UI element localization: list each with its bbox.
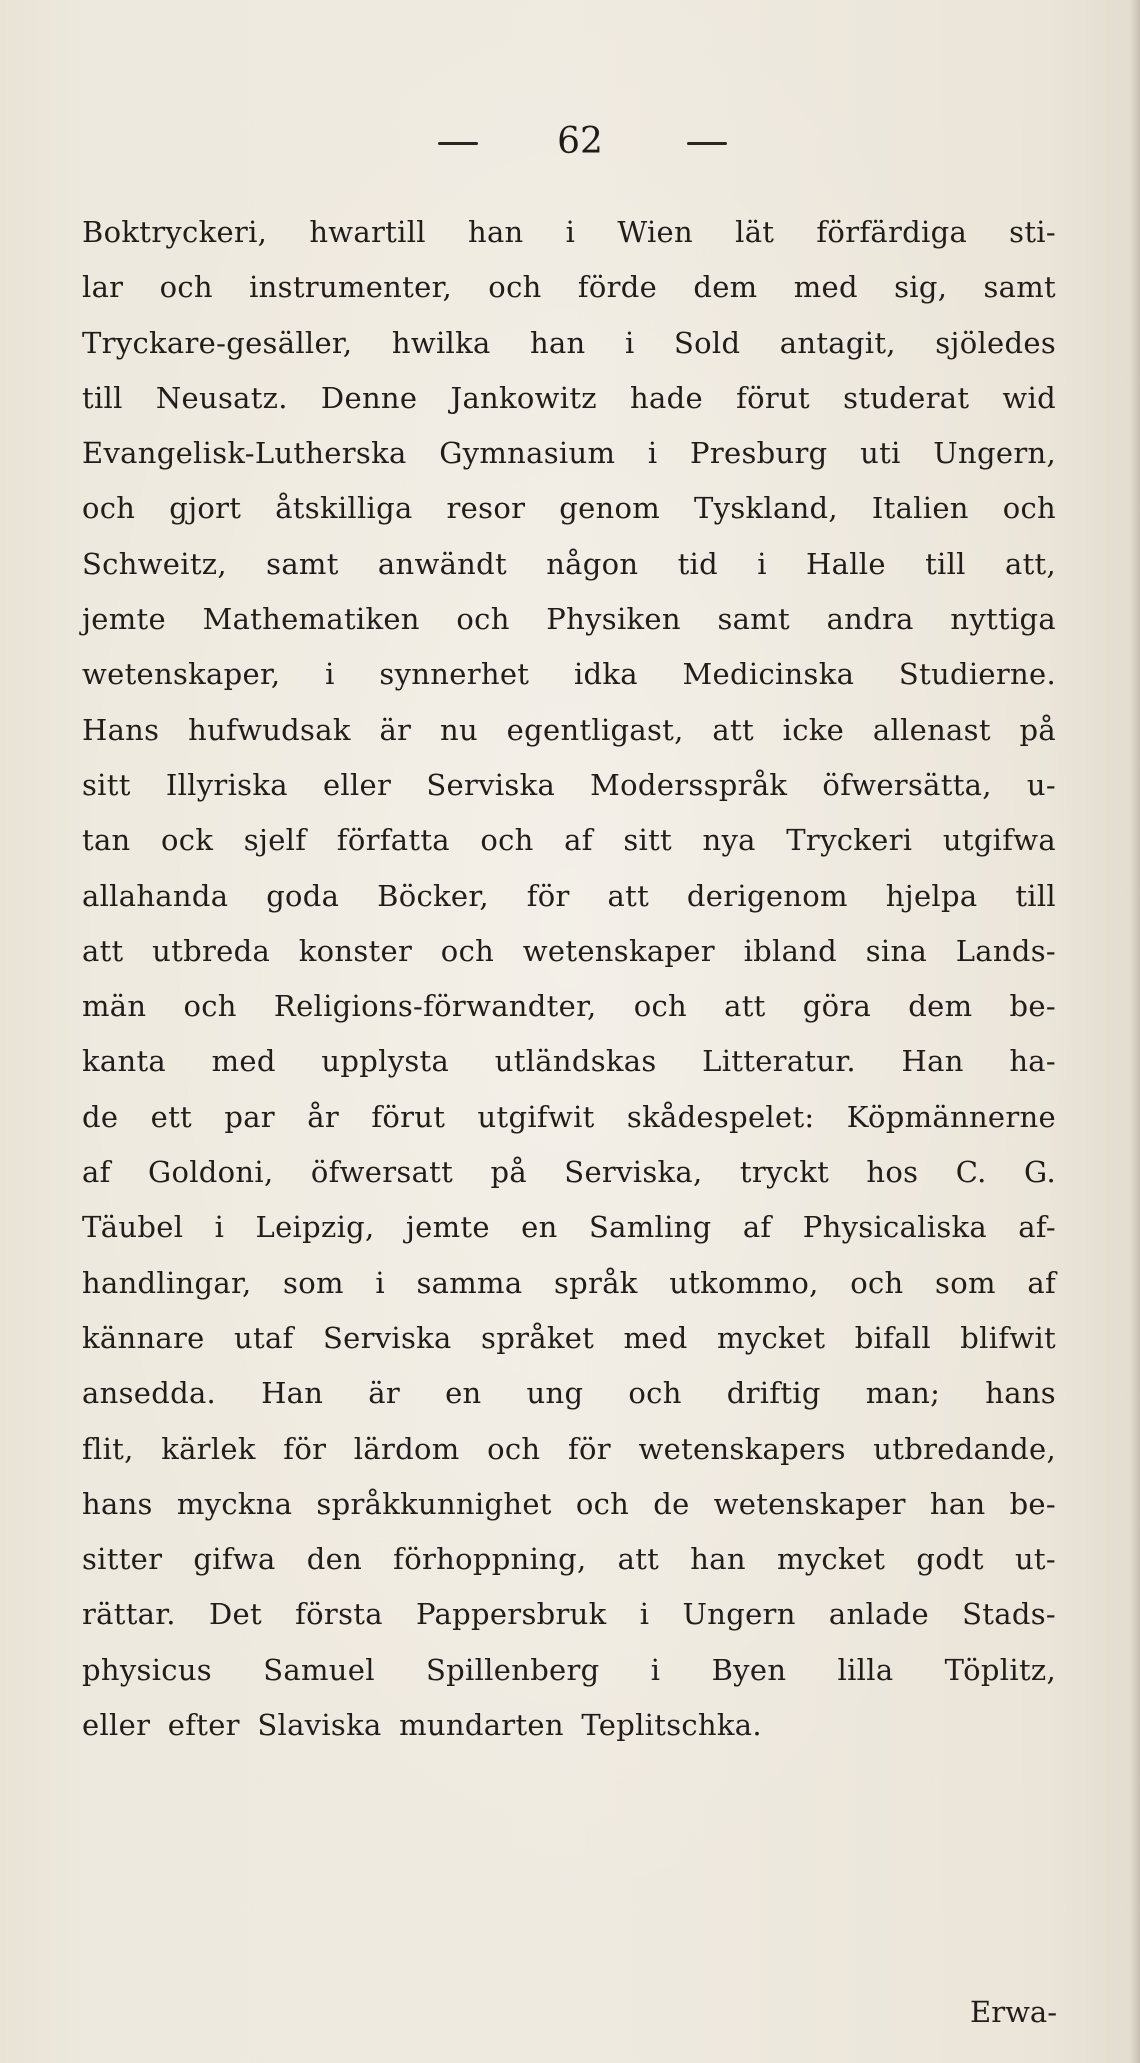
page-edge-shadow: [1130, 0, 1140, 2063]
text-line: physicus Samuel Spillenberg i Byen lilla Töplitz,: [82, 1652, 1056, 1687]
text-line: eller efter Slaviska mundarten Teplitschka.: [82, 1708, 762, 1743]
text-line: Tryckare-gesäller, hwilka han i Sold antagit, sjöledes: [82, 325, 1056, 360]
text-line: handlingar, som i samma språk utkommo, och som af: [82, 1265, 1056, 1300]
text-line: kännare utaf Serviska språket med mycket bifall blifwit: [82, 1320, 1056, 1355]
text-line: Evangelisk-Lutherska Gymnasium i Presburg uti Ungern,: [82, 436, 1056, 471]
page-header: [0, 116, 1140, 168]
catchword: Erwa-: [970, 1995, 1057, 2029]
text-line: att utbreda konster och wetenskaper ibland sina Lands-: [82, 933, 1056, 968]
page-number: 62: [557, 121, 603, 162]
text-line: wetenskaper, i synnerhet idka Medicinska Studierne.: [82, 657, 1056, 692]
body-text: [82, 205, 1056, 1753]
text-line: de ett par år förut utgifwit skådespelet: Köpmännerne: [82, 1099, 1056, 1134]
text-line: ansedda. Han är en ung och driftig man; hans: [82, 1376, 1056, 1411]
text-line: allahanda goda Böcker, för att derigenom hjelpa till: [82, 878, 1056, 913]
header-dash-right: [687, 142, 727, 145]
text-line: Täubel i Leipzig, jemte en Samling af Physicaliska af-: [82, 1210, 1056, 1245]
text-line: till Neusatz. Denne Jankowitz hade förut studerat wid: [82, 380, 1056, 415]
text-line: Boktryckeri, hwartill han i Wien lät förfärdiga sti-: [82, 215, 1056, 249]
text-line: jemte Mathematiken och Physiken samt andra nyttiga: [82, 602, 1056, 637]
text-line: Schweitz, samt anwändt någon tid i Halle till att,: [82, 546, 1056, 581]
text-line: lar och instrumenter, och förde dem med sig, samt: [82, 270, 1056, 305]
text-line: och gjort åtskilliga resor genom Tyskland, Italien och: [82, 491, 1056, 526]
text-line: sitter gifwa den förhoppning, att han mycket godt ut-: [82, 1542, 1056, 1577]
text-line: tan ock sjelf författa och af sitt nya Tryckeri utgifwa: [82, 823, 1056, 858]
text-line: hans myckna språkkunnighet och de wetenskaper han be-: [82, 1486, 1056, 1521]
text-line: rättar. Det första Pappersbruk i Ungern anlade Stads-: [82, 1597, 1056, 1632]
text-line: af Goldoni, öfwersatt på Serviska, tryckt hos C. G.: [82, 1155, 1056, 1190]
text-line: kanta med upplysta utländskas Litteratur. Han ha-: [82, 1044, 1056, 1079]
text-line: Hans hufwudsak är nu egentligast, att icke allenast på: [82, 712, 1056, 747]
text-line: sitt Illyriska eller Serviska Modersspråk öfwersätta, u-: [82, 767, 1056, 802]
text-line: män och Religions-förwandter, och att göra dem be-: [82, 989, 1056, 1024]
header-dash-left: [438, 142, 478, 145]
text-line: flit, kärlek för lärdom och för wetenskapers utbredande,: [82, 1431, 1056, 1466]
